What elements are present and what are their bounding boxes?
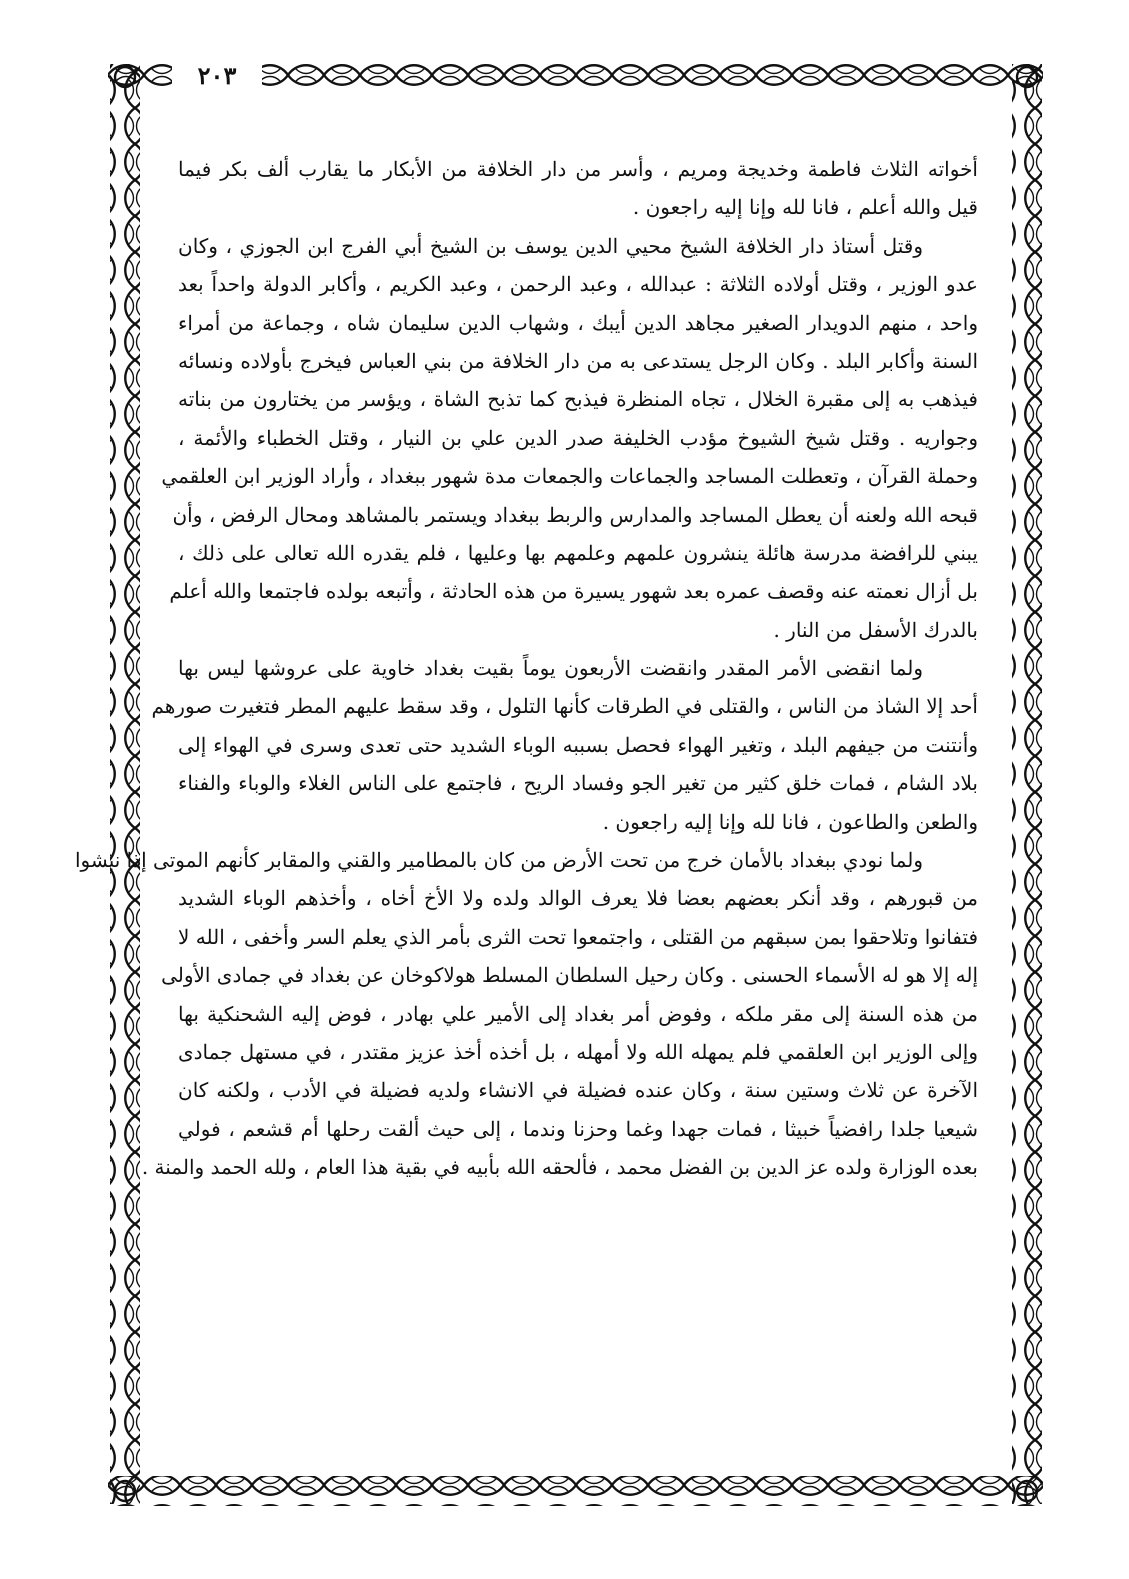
body-text (74, 150, 978, 1450)
text-line: واحد ، منهم الدويدار الصغير مجاهد الدين أيبك ، وشهاب الدين سليمان شاه ، وجماعة من أمراء (178, 310, 978, 335)
text-line: الآخرة عن ثلاث وستين سنة ، وكان عنده فضيلة في الانشاء ولديه فضيلة في الأدب ، ولكنه كان (178, 1078, 978, 1103)
text-line: ولما انقضى الأمر المقدر وانقضت الأربعون يوماً بقيت بغداد خاوية على عروشها ليس بها (178, 656, 923, 681)
text-line: وجواريه . وقتل شيخ الشيوخ مؤدب الخليفة صدر الدين علي بن النيار ، وقتل الخطباء والأئمة ، (178, 425, 978, 450)
text-line: بل أزال نعمته عنه وقصف عمره بعد شهور يسيرة من هذه الحادثة ، وأتبعه بولده فاجتمعا والله أعلم (169, 579, 978, 604)
text-line: وأنتنت من جيفهم البلد ، وتغير الهواء فحصل بسببه الوباء الشديد حتى تعدى وسرى في الهواء إلى (178, 732, 978, 757)
text-line: بعده الوزارة ولده عز الدين بن الفضل محمد ، فألحقه الله بأبيه في بقية هذا العام ، ولله الحمد والمنة . (141, 1155, 978, 1180)
text-line: بالدرك الأسفل من النار . (773, 617, 978, 642)
text-line: وقتل أستاذ دار الخلافة الشيخ محيي الدين يوسف بن الشيخ أبي الفرج ابن الجوزي ، وكان (178, 233, 923, 258)
border-right (1012, 64, 1042, 1504)
text-line: من قبورهم ، وقد أنكر بعضهم بعضا فلا يعرف الوالد ولده ولا الأخ أخاه ، وأخذهم الوباء الشديد (178, 886, 978, 911)
text-line: وإلى الوزير ابن العلقمي فلم يمهله الله ولا أمهله ، بل أخذه أخذ عزيز مقتدر ، في مستهل جمادى (178, 1039, 978, 1064)
text-line: من هذه السنة إلى مقر ملكه ، وفوض أمر بغداد إلى الأمير علي بهادر ، فوض إليه الشحنكية بها (178, 1001, 978, 1026)
page-number: ٢٠٣ (172, 58, 262, 94)
text-line: أحد إلا الشاذ من الناس ، والقتلى في الطرقات كأنها التلول ، وقد سقط عليهم المطر فتغيرت صورهم (151, 694, 978, 719)
text-line: والطعن والطاعون ، فانا لله وإنا إليه راجعون . (602, 809, 978, 834)
text-line: إله إلا هو له الأسماء الحسنى . وكان رحيل السلطان المسلط هولاكوخان عن بغداد في جمادى الأولى (161, 963, 978, 988)
border-bottom (108, 1476, 1043, 1506)
text-line: أخواته الثلاث فاطمة وخديجة ومريم ، وأسر من دار الخلافة من الأبكار ما يقارب ألف بكر فيما (178, 157, 978, 181)
text-line: فيذهب به إلى مقبرة الخلال ، تجاه المنظرة فيذبح كما تذبح الشاة ، ويؤسر من يختارون من بناته (178, 387, 978, 412)
text-line: يبني للرافضة مدرسة هائلة ينشرون علمهم وعلمهم بها وعليها ، فلم يقدره الله تعالى على ذلك ، (178, 540, 978, 565)
text-line: شيعيا جلدا رافضياً خبيثا ، فمات جهدا وغما وحزنا وندما ، إلى حيث ألقت رحلها أم قشعم ، فولي (178, 1116, 978, 1141)
text-line: عدو الوزير ، وقتل أولاده الثلاثة : عبدالله ، وعبد الرحمن ، وعبد الكريم ، وأكابر الدولة واحداً بعد (178, 272, 978, 297)
text-line: بلاد الشام ، فمات خلق كثير من تغير الجو وفساد الريح ، فاجتمع على الناس الغلاء والوباء والفناء (178, 771, 978, 796)
text-line: قيل والله أعلم ، فانا لله وإنا إليه راجعون . (632, 195, 978, 220)
border-left (110, 64, 140, 1504)
text-line: فتفانوا وتلاحقوا بمن سبقهم من القتلى ، واجتمعوا تحت الثرى بأمر الذي يعلم السر وأخفى ، الله لا (178, 924, 978, 949)
text-line: وحملة القرآن ، وتعطلت المساجد والجماعات والجمعات مدة شهور ببغداد ، وأراد الوزير ابن العلقمي (161, 464, 978, 489)
text-line: ولما نودي ببغداد بالأمان خرج من تحت الأرض من كان بالمطامير والقني والمقابر كأنهم الموتى إذا نبشوا (74, 848, 923, 873)
text-line: السنة وأكابر البلد . وكان الرجل يستدعى به من دار الخلافة من بني العباس فيخرج بأولاده ونسائه (178, 348, 978, 373)
text-line: قبحه الله ولعنه أن يعطل المساجد والمدارس والربط ببغداد ويستمر بالمشاهد ومحال الرفض ، وأن (172, 502, 978, 527)
